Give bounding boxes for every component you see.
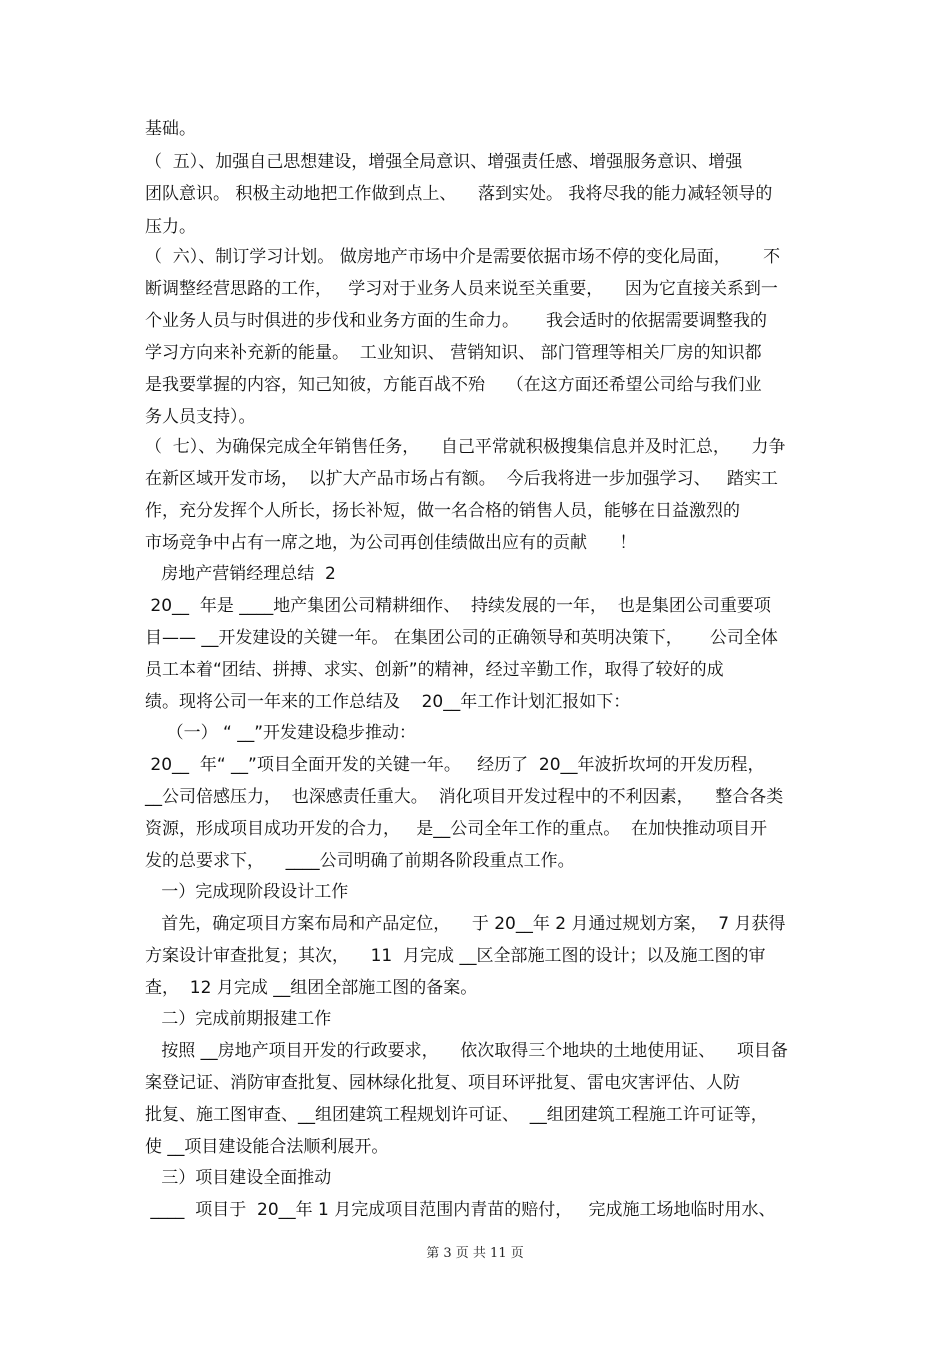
text-line: 是我要掌握的内容，知己知彼，方能百战不殆 （在这方面还希望公司给与我们业 — [145, 375, 762, 395]
text-line: 目—— __开发建设的关键一年。 在集团公司的正确领导和英明决策下， 公司全体 — [145, 628, 778, 648]
text-line: 务人员支持）。 — [145, 407, 256, 427]
text-line: 在新区域开发市场， 以扩大产品市场占有额。 今后我将进一步加强学习、 踏实工 — [145, 469, 778, 489]
text-line: 二）完成前期报建工作 — [145, 1009, 332, 1029]
text-line: 20__ 年“ __”项目全面开发的关键一年。 经历了 20__年波折坎坷的开发历程， — [145, 755, 765, 775]
text-line: 员工本着“团结、拼搏、求实、创新”的精神，经过辛勤工作，取得了较好的成 — [145, 660, 724, 680]
text-line: 方案设计审查批复；其次， 11 月完成 __区全部施工图的设计；以及施工图的审 — [145, 946, 766, 966]
text-line: 市场竞争中占有一席之地，为公司再创佳绩做出应有的贡献 ！ — [145, 533, 637, 553]
text-line: 发的总要求下， ____公司明确了前期各阶段重点工作。 — [145, 851, 575, 871]
text-line: 资源，形成项目成功开发的合力， 是__公司全年工作的重点。 在加快推动项目开 — [145, 819, 768, 839]
text-line: 作，充分发挥个人所长，扬长补短，做一名合格的销售人员，能够在日益激烈的 — [145, 501, 740, 521]
text-line: ____ 项目于 20__年 1 月完成项目范围内青苗的赔付， 完成施工场地临时用水、 — [145, 1200, 776, 1220]
text-line: 三）项目建设全面推动 — [145, 1168, 332, 1188]
text-line: 使 __项目建设能合法顺利展开。 — [145, 1137, 389, 1157]
text-line: 案登记证、消防审查批复、园林绿化批复、项目环评批复、雷电灾害评估、人防 — [145, 1073, 740, 1093]
page-footer: 第 3 页 共 11 页 — [426, 1246, 524, 1261]
text-line: 一）完成现阶段设计工作 — [145, 882, 349, 902]
text-line: 20__ 年是 ____地产集团公司精耕细作、 持续发展的一年， 也是集团公司重要项 — [145, 596, 771, 616]
text-line: 团队意识。 积极主动地把工作做到点上、 落到实处。 我将尽我的能力减轻领导的 — [145, 184, 773, 204]
text-line: 断调整经营思路的工作， 学习对于业务人员来说至关重要， 因为它直接关系到一 — [145, 279, 778, 299]
text-line: 房地产营销经理总结 2 — [145, 564, 336, 584]
text-line: （ 五）、加强自己思想建设，增强全局意识、增强责任感、增强服务意识、增强 — [145, 152, 743, 172]
text-line: （ 七）、为确保完成全年销售任务， 自己平常就积极搜集信息并及时汇总， 力争 — [145, 437, 786, 457]
text-line: （ 六）、制订学习计划。 做房地产市场中介是需要依据市场不停的变化局面， 不 — [145, 247, 781, 267]
text-line: 个业务人员与时俱进的步伐和业务方面的生命力。 我会适时的依据需要调整我的 — [145, 311, 768, 331]
text-line: 查， 12 月完成 __组团全部施工图的备案。 — [145, 978, 478, 998]
text-line: 基础。 — [145, 119, 196, 139]
text-line: 批复、施工图审查、__组团建筑工程规划许可证、 __组团建筑工程施工许可证等， — [145, 1105, 768, 1125]
text-line: 首先，确定项目方案布局和产品定位， 于 20__年 2 月通过规划方案， 7 月获得 — [145, 914, 786, 934]
text-line: __公司倍感压力， 也深感责任重大。 消化项目开发过程中的不利因素， 整合各类 — [145, 787, 784, 807]
text-line: 绩。现将公司一年来的工作总结及 20__年工作计划汇报如下： — [145, 692, 631, 712]
text-line: 学习方向来补充新的能量。 工业知识、 营销知识、 部门管理等相关厂房的知识都 — [145, 343, 762, 363]
text-line: 压力。 — [145, 217, 196, 237]
text-line: 按照 __房地产项目开发的行政要求， 依次取得三个地块的土地使用证、 项目备 — [145, 1041, 788, 1061]
text-line: （一） “ __”开发建设稳步推动： — [145, 723, 417, 743]
